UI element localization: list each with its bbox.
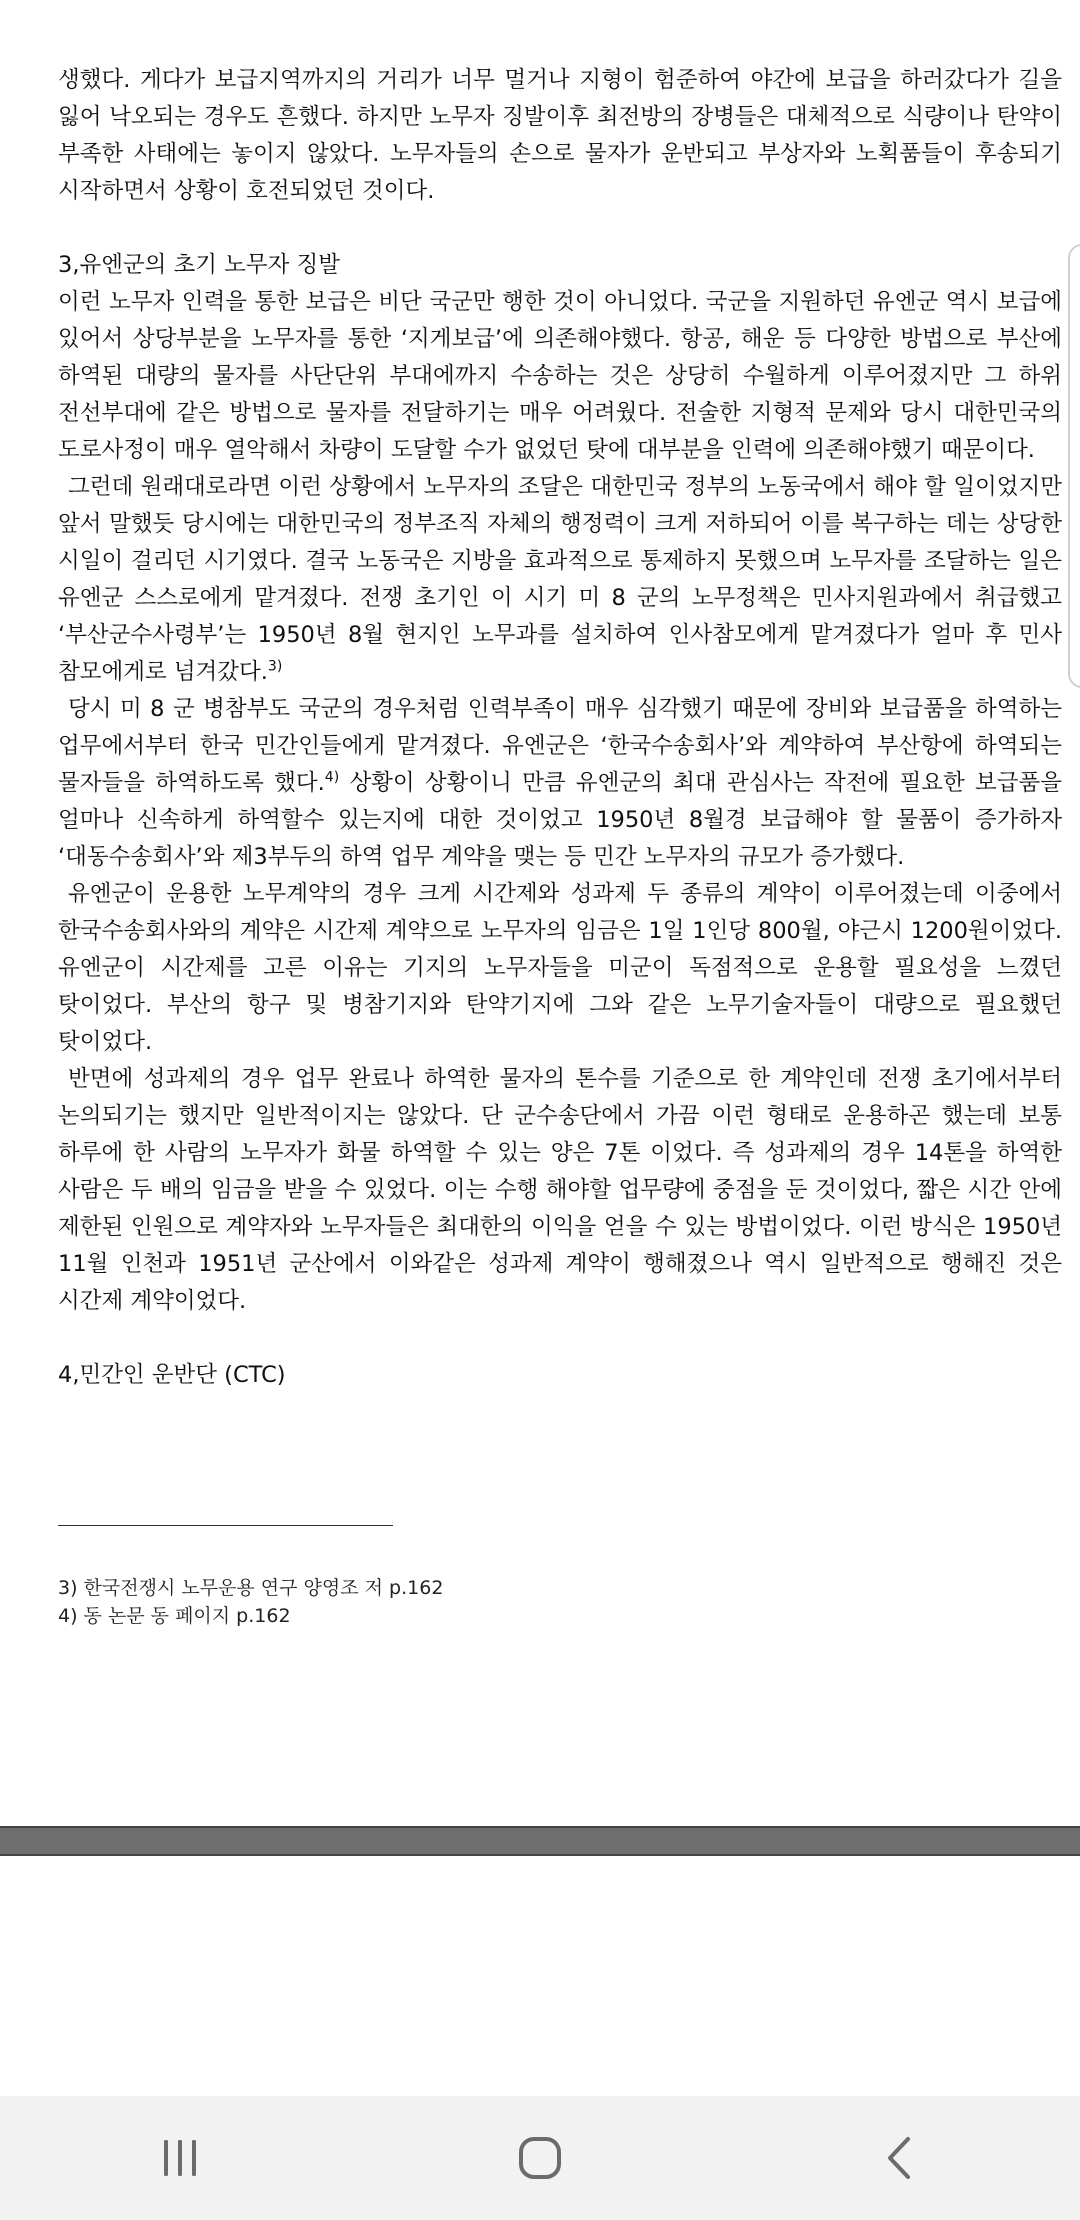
paragraph-labor-bureau [58,469,1062,691]
home-icon [516,2134,564,2182]
back-icon [880,2134,920,2182]
paragraph-performance-contract: 반면에 성과제의 경우 업무 완료나 하역한 물자의 톤수를 기준으로 한 계약인데 전쟁 초기에서부터 논의되기는 했지만 일반적이지는 않았다. 단 군수송단에서 가끔 이런 형태로 운용하곤 했는데 보통 하루에 한 사람의 노무자가 화물 하역할 수 있는 양은 7톤 이었다. 즉 성과제의 경우 14톤을 하역한 사람은 두 배의 임금을 받을 수 있었다. 이는 수행 해야할 업무량에 중점을 둔 것이었다, 짧은 시간 안에 제한된 인원으로 계약자와 노무자들은 최대한의 이익을 얻을 수 있는 방법이었다. 이런 방식은 1950년 11월 인천과 1951년 군산에서 이와같은 성과제 계약이 행해졌으나 역시 일반적으로 행해진 것은 시간제 계약이었다. [58,1066,1062,1314]
paragraph-quartermaster-text-before: 당시 미 8 군 병참부도 국군의 경우처럼 인력부족이 매우 심각했기 때문에 장비와 보급품을 하역하는 업무에서부터 한국 민간인들에게 맡겨졌다. 유엔군은 ‘한국수송회사’와 계약하여 부산항에 하역되는 물자들을 하역하도록 했다. [58,696,1062,796]
page-separator [0,1826,1080,1856]
page-content [58,62,1062,1394]
home-button[interactable] [470,2113,610,2203]
next-page [0,1856,1080,2096]
footnote-divider [58,1525,393,1526]
paragraph-quartermaster-text-after: 상황이 상황이니 만큼 유엔군의 최대 관심사는 작전에 필요한 보급품을 얼마나 신속하게 하역할수 있는지에 대한 것이었고 1950년 8월경 보급해야 할 물품이 증가하자 ‘대동수송회사’와 제3부두의 하역 업무 계약을 맺는 등 민간 노무자의 규모가 증가했다. [58,770,1062,870]
footnote-4: 4) 동 논문 동 페이지 p.162 [58,1605,291,1627]
paragraph-gap [58,1320,1062,1357]
scroll-handle[interactable] [1068,244,1080,688]
footnotes [58,1574,958,1630]
section-heading-4: 4,민간인 운반단 (CTC) [58,1362,286,1388]
paragraph-quartermaster [58,691,1062,876]
footnote-ref-3[interactable]: 3) [267,658,283,675]
section-heading-3: 3,유엔군의 초기 노무자 징발 [58,252,341,278]
recent-apps-button[interactable] [110,2113,250,2203]
paragraph-labor-bureau-text: 그런데 원래대로라면 이런 상황에서 노무자의 조달은 대한민국 정부의 노동국에서 해야 할 일이었지만 앞서 말했듯 당시에는 대한민국의 정부조직 자체의 행정력이 크게 저하되어 이를 복구하는 데는 상당한 시일이 걸리던 시기였다. 결국 노동국은 지방을 효과적으로 통제하지 못했으며 노무자를 조달하는 일은 유엔군 스스로에게 맡겨졌다. 전쟁 초기인 이 시기 미 8 군의 노무정책은 민사지원과에서 취급했고 ‘부산군수사령부’는 1950년 8월 현지인 노무과를 설치하여 인사참모에게 맡겨졌다가 얼마 후 민사 참모에게로 넘겨갔다. [58,474,1062,685]
paragraph-hourly-contract: 유엔군이 운용한 노무계약의 경우 크게 시간제와 성과제 두 종류의 계약이 이루어졌는데 이중에서 한국수송회사와의 계약은 시간제 계약으로 노무자의 임금은 1일 1인당 800월, 야근시 1200원이었다. 유엔군이 시간제를 고른 이유는 기지의 노무자들을 미군이 독점적으로 운용할 필요성을 느꼈던 탓이었다. 부산의 항구 및 병참기지와 탄약기지에 그와 같은 노무기술자들이 대량으로 필요했던 탓이었다. [58,881,1062,1055]
paragraph-intro: 생했다. 게다가 보급지역까지의 거리가 너무 멀거나 지형이 험준하여 야간에 보급을 하러갔다가 길을 잃어 낙오되는 경우도 흔했다. 하지만 노무자 징발이후 최전방의 장병들은 대체적으로 식량이나 탄약이 부족한 사태에는 놓이지 않았다. 노무자들의 손으로 물자가 운반되고 부상자와 노획품들이 후송되기 시작하면서 상황이 호전되었던 것이다. [58,67,1062,204]
recent-apps-icon [158,2136,202,2180]
footnote-ref-4[interactable]: 4) [324,769,340,786]
back-button[interactable] [830,2113,970,2203]
paragraph-gap [58,210,1062,247]
paragraph-un-supply: 이런 노무자 인력을 통한 보급은 비단 국군만 행한 것이 아니었다. 국군을 지원하던 유엔군 역시 보급에 있어서 상당부분을 노무자를 통한 ‘지게보급’에 의존해야했다. 항공, 해운 등 다양한 방법으로 부산에 하역된 대량의 물자를 사단단위 부대에까지 수송하는 것은 상당히 수월하게 이루어졌지만 그 하위 전선부대에 같은 방법으로 물자를 전달하기는 매우 어려웠다. 전술한 지형적 문제와 당시 대한민국의 도로사정이 매우 열악해서 차량이 도달할 수가 없었던 탓에 대부분을 인력에 의존해야했기 때문이다. [58,289,1062,463]
footnote-3: 3) 한국전쟁시 노무운용 연구 양영조 저 p.162 [58,1577,444,1599]
system-navigation-bar [0,2096,1080,2220]
